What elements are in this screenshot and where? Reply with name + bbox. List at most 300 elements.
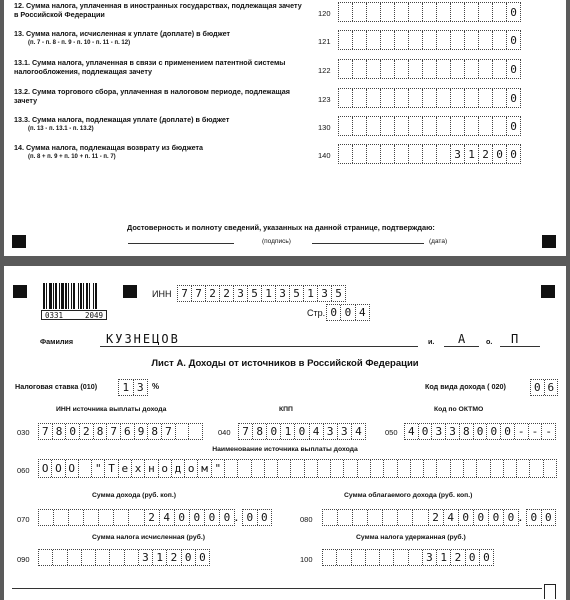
char-cell: е [119,460,132,477]
char-cell: 0 [510,33,517,47]
char-cell [544,460,556,477]
char-cell [437,89,451,107]
corner-marker [542,235,556,248]
initial-name-value[interactable]: А [458,332,466,346]
percent-sign: % [152,382,160,391]
char-cell: 2 [220,286,234,301]
char-cell: о [185,460,198,477]
income-code-field[interactable] [530,379,558,396]
char-cell: 4 [359,306,366,319]
char-cell: 1 [465,145,479,163]
row-code: 122 [318,66,331,75]
char-cell [381,31,395,49]
char-cell [53,550,67,565]
char-cell: 8 [460,424,474,439]
char-cell [238,460,251,477]
char-cell [69,510,84,525]
char-cell: 0 [510,91,517,105]
char-cell: 6 [121,424,135,439]
row-code: 140 [318,151,331,160]
declaration-page-previous [4,0,566,256]
row-value-field[interactable] [338,59,521,79]
char-cell [338,510,353,525]
char-cell [409,550,423,565]
row-code-070: 070 [17,515,30,524]
char-cell: 1 [437,550,451,565]
char-cell: 3 [432,424,446,439]
barcode [43,283,105,309]
corner-marker [13,285,27,298]
char-cell [252,460,265,477]
char-cell: 0 [295,424,309,439]
char-cell [366,550,380,565]
char-cell [409,89,423,107]
row-code-100: 100 [300,555,313,564]
char-cell [409,145,423,163]
oktmo-label: Код по ОКТМО [434,406,484,413]
char-cell [398,460,411,477]
row-code-060: 060 [17,466,30,475]
decimal-dot: . [235,513,238,524]
taxable-sum-kop-field[interactable] [526,509,556,526]
char-cell [82,550,96,565]
barcode-number-left: 0331 [45,310,64,320]
char-cell: 3 [324,424,338,439]
declaration-page-sheet-a [4,266,566,600]
summary-row [4,114,566,140]
char-cell: О [39,460,52,477]
char-cell: 7 [39,424,53,439]
initial-name-line [444,346,479,347]
char-cell [381,145,395,163]
summary-row [4,57,566,83]
char-cell: 0 [243,510,258,525]
tax-calc-label: Сумма налога исчисленная (руб.) [92,534,205,541]
char-cell [451,60,465,78]
date-label: (дата) [429,238,448,245]
row-label: 13.2. Сумма торгового сбора, уплаченная в налоговом периоде, подлежащая зачету [14,87,290,105]
char-cell [413,510,428,525]
char-cell [394,550,408,565]
char-cell: 3 [276,286,290,301]
char-cell: 0 [527,510,542,525]
char-cell: 0 [267,424,281,439]
char-cell [451,460,464,477]
char-cell [353,117,367,135]
char-cell [352,550,366,565]
char-cell [339,31,353,49]
char-cell [39,510,54,525]
char-cell: 4 [444,510,459,525]
char-cell [423,89,437,107]
char-cell: 7 [107,424,121,439]
char-cell: 0 [190,510,205,525]
char-cell [451,89,465,107]
char-cell: 0 [175,510,190,525]
char-cell: 0 [501,424,515,439]
char-cell: н [145,460,158,477]
char-cell [423,117,437,135]
char-cell [265,460,278,477]
summary-row [4,86,566,112]
char-cell [381,117,395,135]
char-cell: 0 [493,145,507,163]
char-cell [367,145,381,163]
char-cell: Т [105,460,118,477]
date-line [312,243,424,244]
char-cell [437,117,451,135]
char-cell [437,31,451,49]
char-cell [353,3,367,21]
char-cell: 1 [153,550,167,565]
char-cell [99,510,114,525]
tax-calc-field[interactable] [38,549,210,566]
surname-value[interactable]: КУЗНЕЦОВ [106,332,180,346]
char-cell: м [198,460,211,477]
char-cell [381,89,395,107]
char-cell: 2 [429,510,444,525]
char-cell [337,550,351,565]
row-label: 13.1. Сумма налога, уплаченная в связи с применением патентной системы налогообложения, подлежащая зачету [14,58,286,76]
taxable-sum-label: Сумма облагаемого дохода (руб. коп.) [344,492,473,499]
char-cell [353,145,367,163]
char-cell [395,60,409,78]
tax-withheld-label: Сумма налога удержанная (руб.) [356,534,466,541]
char-cell [381,3,395,21]
char-cell [493,117,507,135]
char-cell [129,510,144,525]
tax-rate-label: Налоговая ставка (010) [15,382,98,391]
bottom-rule [12,588,542,589]
char-cell: - [545,425,553,438]
char-cell: 0 [466,550,480,565]
name-source-label: Наименование источника выплаты дохода [212,446,358,453]
char-cell [493,60,507,78]
char-cell: 0 [531,380,545,395]
char-cell: 1 [281,424,295,439]
inn-source-label: ИНН источника выплаты дохода [56,406,167,413]
bottom-box [544,584,556,599]
row-value-field[interactable] [338,88,521,108]
char-cell [339,3,353,21]
char-cell: 3 [423,550,437,565]
char-cell: 5 [335,287,342,300]
char-cell [409,31,423,49]
char-cell [465,3,479,21]
char-cell: 0 [483,551,490,564]
char-cell: о [159,460,172,477]
row-value-field[interactable] [338,2,521,22]
char-cell: 2 [451,550,465,565]
char-cell [125,550,139,565]
income-code-label: Код вида дохода ( 020) [425,382,506,391]
char-cell [395,31,409,49]
char-cell [291,460,304,477]
summary-row [4,0,566,26]
decimal-dot: . [519,513,522,524]
char-cell [331,460,344,477]
corner-marker [12,235,26,248]
char-cell: - [529,424,543,439]
char-cell [339,117,353,135]
char-cell [395,117,409,135]
char-cell [465,60,479,78]
corner-marker [123,285,137,298]
char-cell [114,510,129,525]
char-cell: 0 [341,305,355,320]
char-cell [409,3,423,21]
char-cell [423,31,437,49]
char-cell [110,550,124,565]
taxable-sum-field[interactable] [322,509,519,526]
char-cell [68,550,82,565]
char-cell [384,460,397,477]
char-cell: 0 [459,510,474,525]
initial-patronymic-label: о. [486,337,493,346]
char-cell [305,460,318,477]
row-value-field[interactable] [338,30,521,50]
char-cell [353,89,367,107]
char-cell [176,424,190,439]
char-cell [398,510,413,525]
kpp-label: КПП [279,406,293,413]
char-cell [479,89,493,107]
row-value-field[interactable] [338,116,521,136]
char-cell [437,60,451,78]
char-cell: 7 [192,286,206,301]
char-cell [423,60,437,78]
char-cell: 3 [136,381,144,394]
income-sum-kop-field[interactable] [242,509,272,526]
char-cell: 0 [474,424,488,439]
inn-source-field[interactable] [38,423,203,440]
char-cell: 5 [248,286,262,301]
char-cell [409,117,423,135]
char-cell: 4 [160,510,175,525]
char-cell [437,3,451,21]
char-cell: 3 [318,286,332,301]
char-cell: 0 [510,119,517,133]
char-cell [493,31,507,49]
char-cell: 0 [260,511,268,524]
char-cell: 0 [223,511,231,524]
char-cell [225,460,238,477]
char-cell: 0 [510,62,517,76]
char-cell: 9 [135,424,149,439]
char-cell [84,510,99,525]
row-formula: (п. 7 - п. 8 - п. 9 - п. 10 - п. 11 - п. 12) [28,40,131,46]
char-cell: 7 [162,424,176,439]
char-cell: 1 [119,380,134,395]
char-cell [367,60,381,78]
char-cell: 1 [262,286,276,301]
char-cell: 0 [507,511,515,524]
char-cell [353,60,367,78]
char-cell [367,117,381,135]
char-cell [383,510,398,525]
char-cell: 7 [178,286,192,301]
char-cell: 0 [474,510,489,525]
char-cell [424,460,437,477]
char-cell: 2 [167,550,181,565]
char-cell [423,145,437,163]
char-cell: 3 [451,145,465,163]
char-cell: 3 [446,424,460,439]
char-cell [395,3,409,21]
char-cell: 4 [355,425,362,438]
char-cell: 8 [253,424,267,439]
name-source-field[interactable] [38,459,557,478]
char-cell [371,460,384,477]
tax-rate-field[interactable] [118,379,148,396]
char-cell [479,3,493,21]
row-code: 130 [318,123,331,132]
surname-label: Фамилия [40,337,74,346]
char-cell [451,3,465,21]
char-cell [491,460,504,477]
initial-patronymic-value[interactable]: П [511,332,519,346]
char-cell: 4 [405,424,419,439]
char-cell: 0 [182,550,196,565]
char-cell [339,89,353,107]
char-cell: О [52,460,65,477]
char-cell [465,117,479,135]
char-cell [353,31,367,49]
char-cell [278,460,291,477]
char-cell [323,550,337,565]
char-cell [353,510,368,525]
row-code-030: 030 [17,428,30,437]
char-cell [96,550,110,565]
char-cell [395,89,409,107]
char-cell: 8 [53,424,67,439]
char-cell: " [212,460,225,477]
char-cell [395,145,409,163]
char-cell [464,460,477,477]
signature-label: (подпись) [262,238,291,245]
surname-line [100,346,418,347]
row-code: 121 [318,37,331,46]
row-value-field[interactable] [338,144,521,164]
row-code: 120 [318,9,331,18]
char-cell: 3 [234,286,248,301]
char-cell [451,31,465,49]
char-cell: 0 [489,510,504,525]
char-cell: 0 [510,5,517,19]
initial-patronymic-line [500,346,540,347]
char-cell [381,60,395,78]
char-cell [367,31,381,49]
row-code-080: 080 [300,515,313,524]
char-cell [339,145,353,163]
row-label: 14. Сумма налога, подлежащая возврату из бюджета [14,143,204,152]
char-cell [380,550,394,565]
row-code: 123 [318,95,331,104]
char-cell: 0 [544,511,552,524]
char-cell: 1 [304,286,318,301]
char-cell [437,460,450,477]
char-cell [54,510,69,525]
char-cell [411,460,424,477]
row-label: 13. Сумма налога, исчисленная к уплате (доплате) в бюджет [14,29,231,38]
row-label: 12. Сумма налога, уплаченная в иностранных государствах, подлежащая зачету в Российской Федерации [14,1,302,19]
row-formula: (п. 8 + п. 9 + п. 10 + п. 11 - п. 7) [28,154,116,160]
char-cell [344,460,357,477]
summary-row [4,28,566,54]
char-cell [493,3,507,21]
oktmo-field[interactable] [404,423,556,440]
barcode-number-right: 2049 [84,310,103,320]
inn-label: ИНН [152,289,172,299]
char-cell: 0 [487,424,501,439]
char-cell: 3 [139,550,153,565]
char-cell: " [92,460,105,477]
char-cell: 7 [239,424,253,439]
char-cell [368,510,383,525]
char-cell: 2 [206,286,220,301]
char-cell: 8 [94,424,108,439]
row-formula: (п. 13 - п. 13.1 - п. 13.2) [28,126,94,132]
char-cell: 0 [327,305,341,320]
char-cell [493,89,507,107]
char-cell [479,31,493,49]
char-cell: 3 [338,424,352,439]
kpp-field[interactable] [238,423,366,440]
char-cell [318,460,331,477]
char-cell [451,117,465,135]
char-cell [358,460,371,477]
inn-field[interactable] [177,285,346,302]
char-cell: х [132,460,145,477]
barcode-number [41,310,107,320]
char-cell [479,117,493,135]
row-code-050: 050 [385,428,398,437]
char-cell: д [172,460,185,477]
corner-marker [541,285,555,298]
char-cell [409,60,423,78]
char-cell [504,460,517,477]
char-cell: 0 [510,147,517,161]
char-cell [530,460,543,477]
income-sum-field[interactable] [38,509,235,526]
char-cell [437,145,451,163]
char-cell [465,89,479,107]
row-label: 13.3. Сумма налога, подлежащая уплате (доплате) в бюджет [14,115,230,124]
tax-withheld-field[interactable] [322,549,494,566]
char-cell: 6 [547,381,555,394]
char-cell: О [66,460,79,477]
char-cell: 0 [419,424,433,439]
char-cell: 0 [66,424,80,439]
summary-row [4,142,566,168]
char-cell: 5 [290,286,304,301]
page-number-field[interactable] [326,304,370,321]
char-cell [323,510,338,525]
page-label: Стр. [307,308,326,318]
char-cell: 2 [80,424,94,439]
char-cell [39,550,53,565]
initial-name-label: и. [428,337,435,346]
char-cell [189,424,202,439]
char-cell: 0 [199,551,206,564]
char-cell: 8 [148,424,162,439]
char-cell: 4 [310,424,324,439]
char-cell: 2 [145,510,160,525]
char-cell [517,460,530,477]
signature-line [128,243,234,244]
char-cell [477,460,490,477]
char-cell [423,3,437,21]
